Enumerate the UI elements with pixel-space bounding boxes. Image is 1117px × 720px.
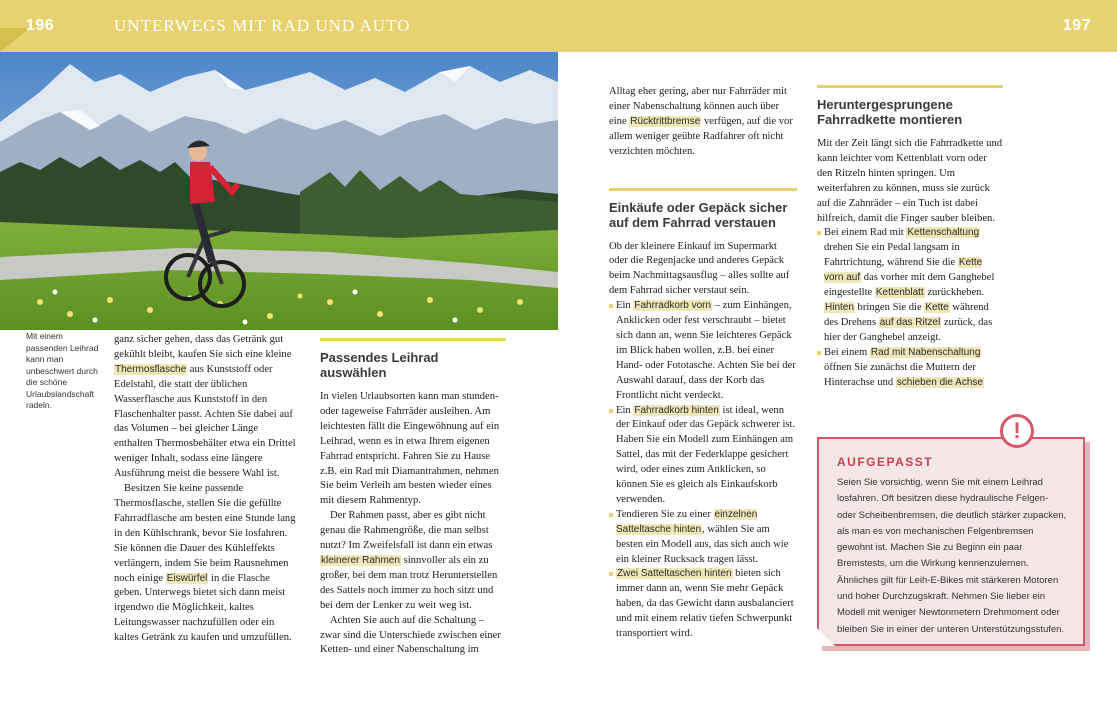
mountain-landscape-image (0, 52, 558, 330)
list-item: Tendieren Sie zu einer einzelnen Satteltasche hinten, wählen Sie am besten ein Modell aus, das sich auch wie ein kleiner Rucksack tragen lässt. (609, 508, 797, 568)
text-column-4 (817, 85, 1003, 390)
text-column-1 (114, 333, 299, 646)
page-header (0, 0, 1117, 52)
page-number-left: 196 (26, 17, 55, 34)
keyword-highlight: Thermosflasche (115, 363, 187, 375)
keyword-highlight: Hinten (825, 301, 854, 313)
exclamation-icon: ! (1000, 414, 1034, 448)
keyword-highlight: Eiswürfel (166, 572, 208, 584)
keyword-highlight: Fahrradkorb vorn (634, 300, 712, 312)
text-column-2 (320, 338, 506, 658)
warning-text: Seien Sie vorsichtig, wenn Sie mit einem Leihrad losfahren. Oft besitzen diese hydraulische Felgen- oder Scheibenbremsen, die deutlich stärker zupacken, als man es von mechanischen Felgenbremsen gewohnt ist. Machen Sie zu Beginn ein paar Bremstests, um die Wirkung kennenzulernen. Ähnliches gilt für Leih-E-Bikes mit stärkeren Motoren und hoher Durchzugskraft. Nehmen Sie lieber ein Modell mit weniger Newtonmetern Drehmoment oder bleiben Sie in einer der unteren Unterstützungsstufen. (837, 477, 1067, 635)
paragraph: Alltag eher gering, aber nur Fahrräder mit einer Nabenschaltung können auch über eine Rücktrittbremse verfügen, auf die vor allem weniger geübte Radfahrer oft nicht verzichten möchten. (609, 86, 793, 157)
list-item: Bei einem Rad mit Nabenschaltung öffnen Sie zunächst die Muttern der Hinterachse und schieben die Achse (817, 346, 1003, 391)
warning-box-body (817, 437, 1085, 646)
photo-caption: Mit einem passenden Leihrad kann man unbeschwert durch die schöne Urlaubslandschaft radeln. (26, 331, 99, 410)
paragraph: ganz sicher gehen, dass das Getränk gut gekühlt bleibt, kaufen Sie sich eine kleine Thermosflasche aus Kunststoff oder Edelstahl, die statt der üblichen Wasserflasche aus Kunststoff in den Flaschenhalter passt. Achten Sie dabei auf das Volumen – bei gleicher Länge enthalten Thermosbehälter etwa ein Drittel weniger Inhalt, sodass eine längere Ausführung meist die bessere Wahl ist. (114, 334, 296, 480)
paragraph: Besitzen Sie keine passende Thermosflasche, stellen Sie die gefüllte Fahrradflasche am besten eine Stunde lang in den Kühlschrank, bevor Sie losfahren. Sie können die Dauer des Kühleffekts verlängern, indem Sie beim Rausnehmen noch einige Eiswürfel in die Flasche geben. Unterwegs bietet sich dann meist irgendwo die Möglichkeit, kaltes Leitungswasser nachzufüllen oder ein kaltes Getränk zu kaufen und umzufüllen. (114, 483, 296, 644)
keyword-highlight: Zwei Satteltaschen hinten (617, 568, 732, 580)
keyword-highlight: Kette vorn auf (824, 257, 983, 284)
section-heading: Passendes Leihrad auswählen (320, 350, 439, 380)
warning-title: AUFGEPASST (837, 455, 934, 469)
keyword-highlight: schieben die Achse (896, 376, 983, 388)
cyclist-photo (0, 52, 558, 330)
bullet-list (609, 299, 797, 642)
section-rule (320, 338, 506, 341)
paragraph: Mit der Zeit längt sich die Fahrradkette und kann leichter vom Kettenblatt vorn oder den Ritzeln hinten springen. Um weiterfahren zu können, muss sie zurück auf die Zahnräder – ein Tuch ist dabei hilfreich, damit die Finger sauber bleiben. (817, 138, 1003, 224)
paragraph: Ob der kleinere Einkauf im Supermarkt oder die Regenjacke und anderes Gepäck beim Nachmittagsausflug – alles sollte auf dem Fahrrad sicher verstaut sein. (609, 240, 790, 297)
list-item: Ein Fahrradkorb hinten ist ideal, wenn der Einkauf oder das Gepäck schwerer ist. Haben Sie ein Modell zum Einhängen am Sattel, das mit der Federklappe gesichert wird, oder eines zum Anklicken, so können Sie es gleich als Einkaufskorb verwenden. (609, 404, 797, 508)
paragraph: Achten Sie auch auf die Schaltung – zwar sind die Unterschiede zwischen einer Ketten- und einer Nabenschaltung im (320, 614, 501, 656)
keyword-highlight: Rad mit Nabenschaltung (870, 346, 981, 358)
keyword-highlight: auf das Ritzel (879, 316, 941, 328)
keyword-highlight: kleinerer Rahmen (321, 554, 400, 566)
keyword-highlight: einzelnen Satteltasche hinten (616, 508, 758, 535)
bullet-list (817, 226, 1003, 390)
page-number-right: 197 (1062, 17, 1091, 34)
keyword-highlight: Fahrradkorb hinten (634, 404, 719, 416)
warning-box-corner-cut (817, 628, 835, 646)
list-item: Bei einem Rad mit Kettenschaltung drehen Sie ein Pedal langsam in Fahrtrichtung, während Sie die Kette vorn auf das vorher mit dem Ganghebel eingestellte Kettenblatt zurückheben. Hinten bringen Sie die Kette während des Drehens auf das Ritzel zurück, das hier der Ganghebel anzeigt. (817, 226, 1003, 345)
warning-box (817, 418, 1090, 651)
paragraph: Der Rahmen passt, aber es gibt nicht genau die Rahmengröße, die man selbst nutzt? Im Zweifelsfall ist dann ein etwas kleinerer Rahmen sinnvoller als ein zu großer, bei dem man trotz Herunterstellen des Sattels noch immer zu hoch sitzt und bei dem der Lenker zu weit weg ist. (320, 510, 498, 611)
chapter-title: UNTERWEGS MIT RAD UND AUTO (114, 16, 411, 35)
paragraph: In vielen Urlaubsorten kann man stunden- oder tageweise Fahrräder ausleihen. Am leichtesten fällt die Eingewöhnung auf ein Leihrad, wenn es in etwa Ihrem eigenen Fahrrad entspricht. Fahren Sie zu Hause z.B. ein Rad mit Diamantrahmen, nehmen Sie beim Verleih am besten wieder eines mit diesem Rahmentyp. (320, 391, 500, 507)
list-item: Zwei Satteltaschen hinten bieten sich immer dann an, wenn Sie mehr Gepäck haben, da das Gewicht dann ausbalanciert und mit einem relativ tiefen Schwerpunkt transportiert wird. (609, 567, 797, 642)
section-rule (609, 188, 797, 191)
section-rule (817, 85, 1003, 88)
keyword-highlight: Rücktrittbremse (630, 115, 701, 127)
list-item: Ein Fahrradkorb vorn – zum Einhängen, Anklicken oder fest verschraubt – bietet sich dann an, wenn Sie leichteres Gepäck im Blick haben wollen, z.B. bei einer Hand- oder Fototasche. Achten Sie bei der Auswahl darauf, dass der Korb das Frontlicht nicht verdeckt. (609, 299, 797, 403)
keyword-highlight: Kette (925, 301, 949, 313)
section-heading: Heruntergesprungene Fahrradkette montieren (817, 97, 963, 127)
section-heading: Einkäufe oder Gepäck sicher auf dem Fahrrad verstauen (609, 199, 788, 230)
text-column-3 (609, 85, 797, 642)
keyword-highlight: Kettenschaltung (907, 227, 980, 239)
keyword-highlight: Kettenblatt (875, 287, 924, 299)
